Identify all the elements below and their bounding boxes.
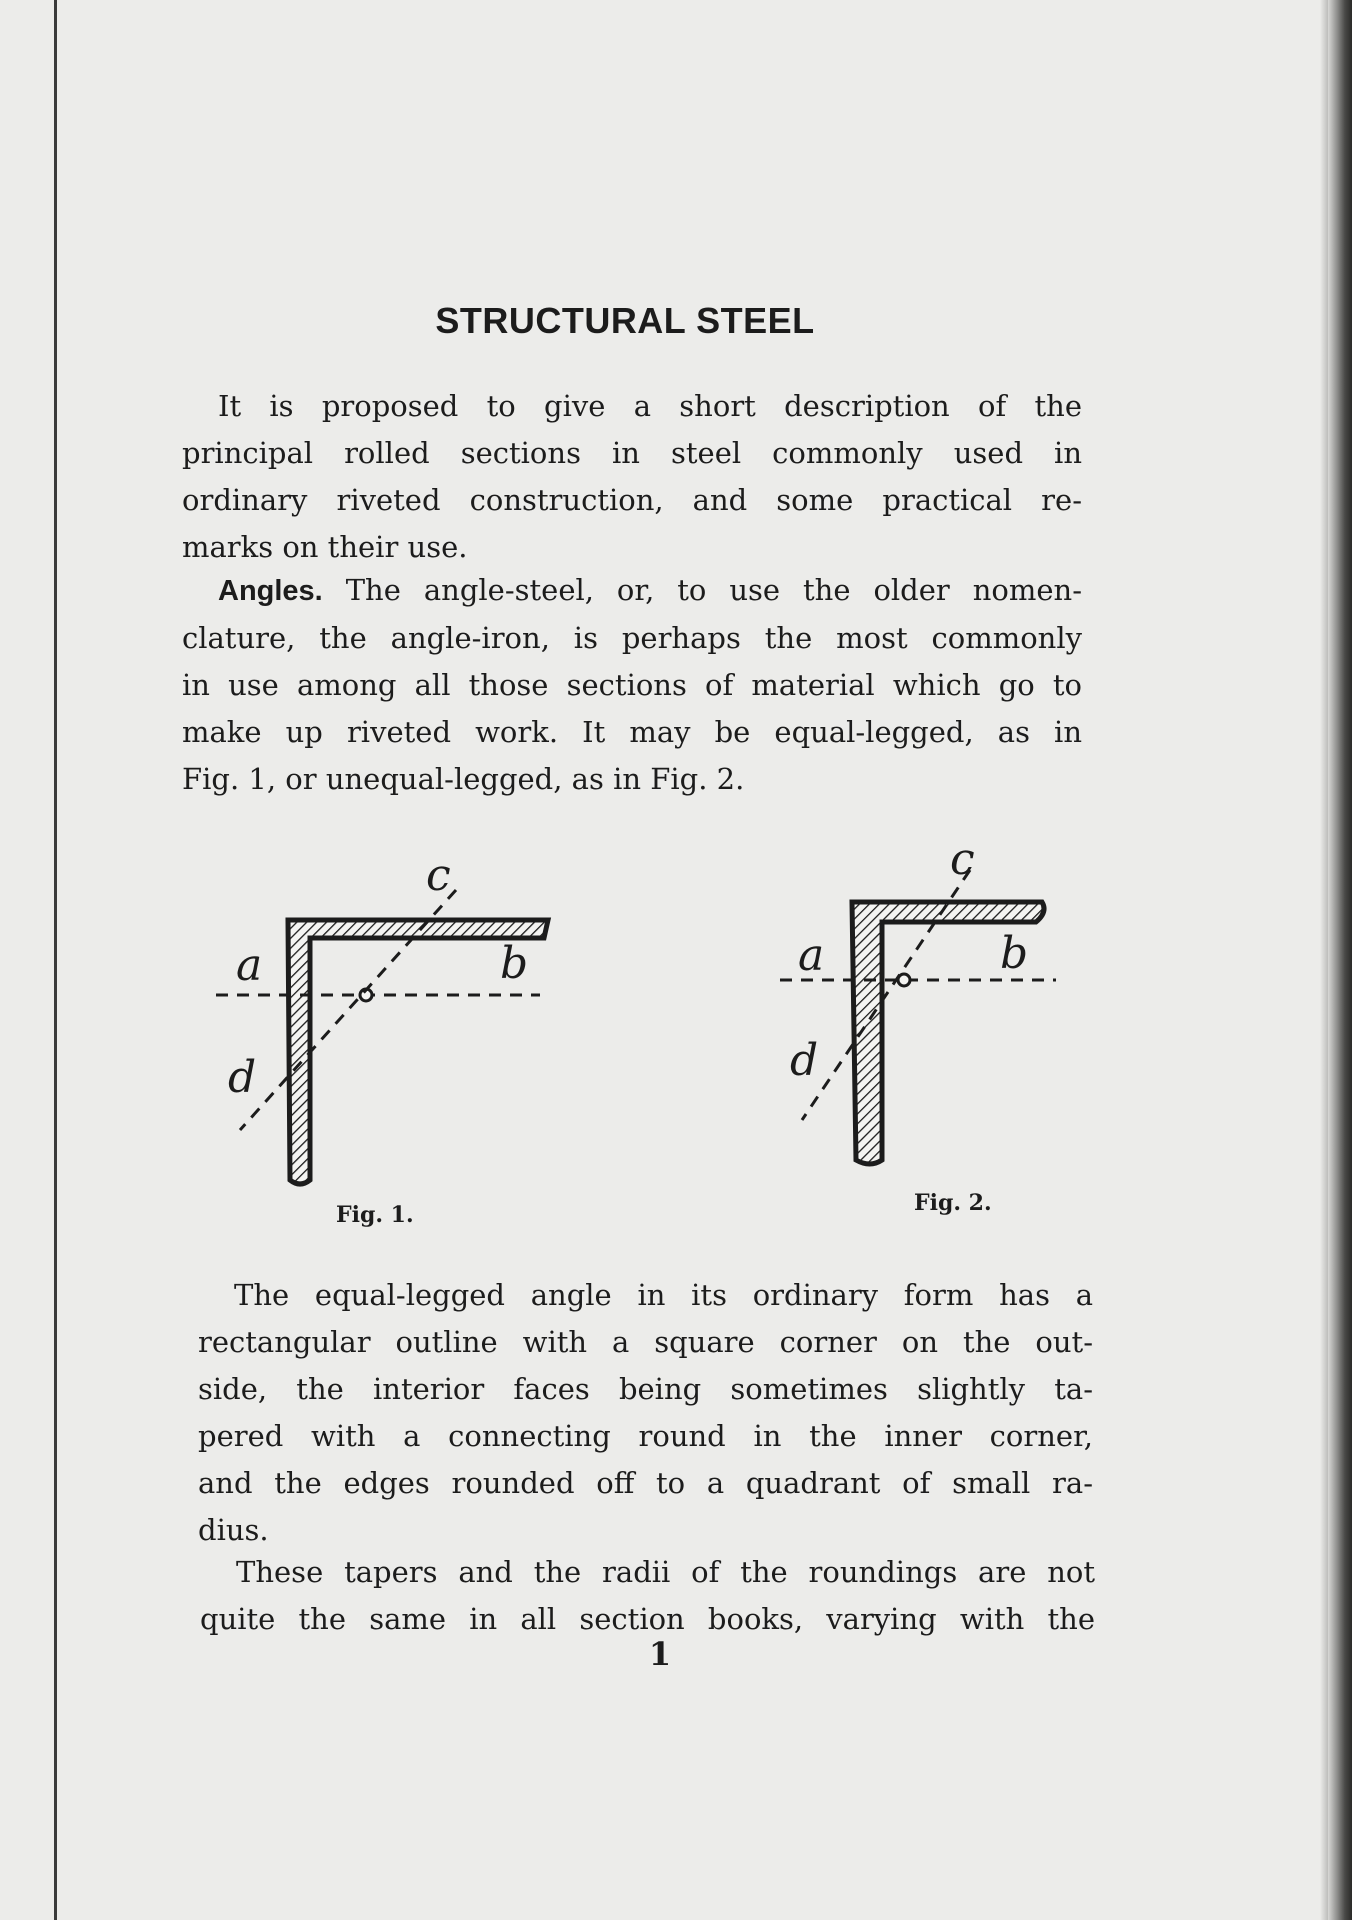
angle-figures — [200, 830, 1100, 1250]
angles-first-line: The angle-steel, or, to use the older nomen- — [322, 573, 1082, 607]
equal-line: dius. — [198, 1513, 269, 1547]
equal-line: rectangular outline with a square corner on the out- — [198, 1325, 1093, 1359]
fig1-angle-section — [216, 890, 548, 1184]
fig2-label-d: d — [790, 1035, 819, 1086]
fig1-label-c: c — [426, 850, 451, 901]
equal-line: side, the interior faces being sometimes slightly ta- — [198, 1372, 1093, 1406]
fig2-label-a: a — [798, 930, 825, 981]
angles-line: make up riveted work. It may be equal-legged, as in — [182, 715, 1082, 749]
page-binding-edge — [54, 0, 57, 1920]
equal-angle-paragraph — [198, 1272, 1093, 1554]
equal-line: The equal-legged angle in its ordinary form has a — [234, 1278, 1093, 1312]
angles-line: Fig. 1, or unequal-legged, as in Fig. 2. — [182, 762, 745, 796]
page-stack-edge — [1328, 0, 1352, 1920]
intro-line: principal rolled sections in steel commonly used in — [182, 436, 1082, 470]
intro-line: It is proposed to give a short description of the — [218, 389, 1082, 423]
tapers-line: These tapers and the radii of the roundings are not — [236, 1555, 1095, 1589]
fig2-caption: Fig. 2. — [914, 1190, 992, 1216]
fig2-label-b: b — [1000, 928, 1029, 979]
equal-line: pered with a connecting round in the inner corner, — [198, 1419, 1093, 1453]
fig1-label-b: b — [500, 938, 529, 989]
fig2-angle-section — [780, 870, 1056, 1164]
fig1-label-d: d — [228, 1052, 257, 1103]
angles-line — [182, 567, 1082, 615]
equal-line: and the edges rounded off to a quadrant of small ra- — [198, 1466, 1093, 1500]
fig1-caption: Fig. 1. — [336, 1202, 414, 1228]
page-number: 1 — [648, 1635, 672, 1673]
angles-lead: Angles. — [218, 575, 323, 607]
fig1-label-a: a — [236, 940, 263, 991]
angles-line: in use among all those sections of material which go to — [182, 668, 1082, 702]
page-shadow — [1320, 0, 1328, 1920]
fig2-label-c: c — [950, 834, 975, 885]
intro-line: marks on their use. — [182, 530, 468, 564]
intro-line: ordinary riveted construction, and some practical re- — [182, 483, 1082, 517]
angles-paragraph — [182, 567, 1082, 803]
angles-line: clature, the angle-iron, is perhaps the most commonly — [182, 621, 1082, 655]
tapers-paragraph — [200, 1549, 1095, 1643]
page-title: STRUCTURAL STEEL — [435, 300, 815, 341]
intro-paragraph — [182, 383, 1082, 571]
tapers-line: quite the same in all section books, varying with the — [200, 1602, 1095, 1636]
